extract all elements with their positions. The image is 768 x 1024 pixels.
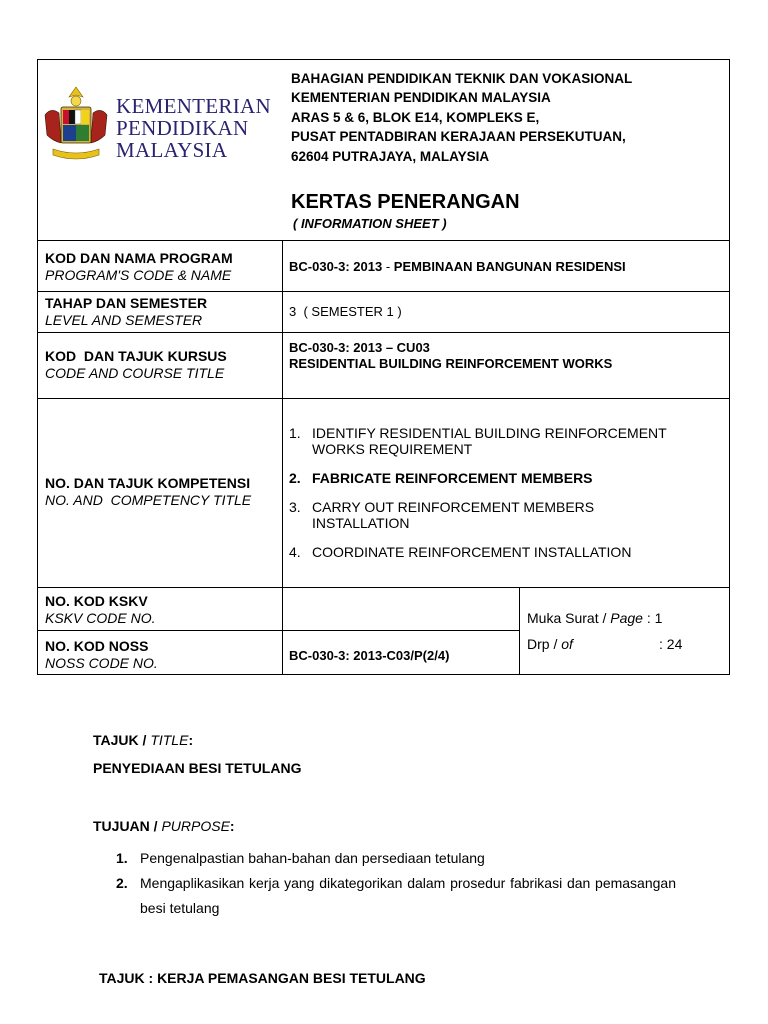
purpose-colon: : <box>229 818 235 834</box>
purpose-text: Pengenalpastian bahan-bahan dan persediaan tetulang <box>140 850 485 866</box>
table-divider <box>37 240 730 241</box>
address-line: 62604 PUTRAJAYA, MALAYSIA <box>291 148 490 164</box>
competency-item-current <box>289 470 719 486</box>
purpose-number: 2. <box>116 875 128 891</box>
purpose-item <box>116 875 676 921</box>
competency-number: 3. <box>289 499 301 515</box>
of-sep: / <box>549 636 562 652</box>
course-code: BC-030-3: 2013 – CU03 <box>289 340 430 355</box>
kskv-label: NO. KOD KSKV <box>45 593 148 609</box>
logo-line-2: PENDIDIKAN <box>116 116 249 140</box>
address-line: KEMENTERIAN PENDIDIKAN MALAYSIA <box>291 90 551 106</box>
noss-label-en: NOSS CODE NO. <box>45 655 158 671</box>
page-value: : 1 <box>642 610 663 626</box>
purpose-label-en: PURPOSE <box>161 818 230 834</box>
purpose-heading <box>93 818 235 835</box>
address-line: ARAS 5 & 6, BLOK E14, KOMPLEKS E, <box>291 109 540 125</box>
title-label: TAJUK / <box>93 732 151 748</box>
kskv-label-cell <box>45 593 155 627</box>
logo-line-3: MALAYSIA <box>116 138 228 162</box>
program-value <box>289 259 626 275</box>
course-label-en: CODE AND COURSE TITLE <box>45 365 225 381</box>
program-code: BC-030-3: 2013 <box>289 259 383 274</box>
title-heading <box>93 732 193 749</box>
total-pages-value: : 24 <box>659 636 683 652</box>
title-label-en: TITLE <box>150 732 189 748</box>
program-label-en: PROGRAM'S CODE & NAME <box>45 267 232 283</box>
page-label-en: Page <box>610 610 643 626</box>
competency-label-en: NO. AND COMPETENCY TITLE <box>45 492 252 508</box>
level-label-cell <box>45 295 207 329</box>
course-title: RESIDENTIAL BUILDING REINFORCEMENT WORKS <box>289 356 613 371</box>
of-label: Drp <box>527 636 550 652</box>
address-line: PUSAT PENTADBIRAN KERAJAAN PERSEKUTUAN, <box>291 129 626 145</box>
noss-value: BC-030-3: 2013-C03/P(2/4) <box>289 648 450 663</box>
logo-line-1: KEMENTERIAN <box>116 94 271 118</box>
table-divider <box>37 630 520 631</box>
total-pages <box>527 636 573 653</box>
noss-label-cell <box>45 638 158 672</box>
table-divider <box>37 398 730 399</box>
kskv-label-en: KSKV CODE NO. <box>45 610 156 626</box>
bottom-title: TAJUK : KERJA PEMASANGAN BESI TETULANG <box>99 970 426 986</box>
of-label-en: of <box>561 636 573 652</box>
level-label-en: LEVEL AND SEMESTER <box>45 312 203 328</box>
competency-number: 1. <box>289 425 301 441</box>
title-value: PENYEDIAAN BESI TETULANG <box>93 760 302 776</box>
table-divider <box>282 240 283 675</box>
program-label: KOD DAN NAMA PROGRAM <box>45 250 233 266</box>
program-label-cell <box>45 250 233 284</box>
coat-of-arms-logo <box>41 83 111 163</box>
competency-text: COORDINATE REINFORCEMENT INSTALLATION <box>312 544 632 560</box>
purpose-label: TUJUAN / <box>93 818 162 834</box>
purpose-item <box>116 850 485 867</box>
program-name: PEMBINAAN BANGUNAN RESIDENSI <box>393 259 626 274</box>
address-block <box>291 69 721 166</box>
title-colon: : <box>188 732 194 748</box>
document-subtitle: ( INFORMATION SHEET ) <box>293 216 447 231</box>
competency-number: 2. <box>289 470 301 486</box>
table-divider <box>37 587 730 588</box>
competency-label-cell <box>45 475 251 509</box>
level-value: 3 ( SEMESTER 1 ) <box>289 304 402 319</box>
ministry-logo-text <box>116 95 271 161</box>
table-divider <box>37 291 730 292</box>
competency-item <box>289 544 719 560</box>
competency-item <box>289 425 719 457</box>
table-divider <box>519 587 520 675</box>
page-label: Muka Surat <box>527 610 599 626</box>
competency-label: NO. DAN TAJUK KOMPETENSI <box>45 475 251 491</box>
purpose-number: 1. <box>116 850 128 866</box>
page-sep: / <box>598 610 611 626</box>
competency-number: 4. <box>289 544 301 560</box>
competency-text: FABRICATE REINFORCEMENT MEMBERS <box>312 470 593 486</box>
program-separator: - <box>382 259 394 274</box>
competency-text: CARRY OUT REINFORCEMENT MEMBERS INSTALLATION <box>312 499 595 531</box>
course-value <box>289 340 612 372</box>
competency-item <box>289 499 669 531</box>
page-number <box>527 610 662 627</box>
level-label: TAHAP DAN SEMESTER <box>45 295 208 311</box>
purpose-text: Mengaplikasikan kerja yang dikategorikan dalam prosedur fabrikasi dan pemasangan besi tetulang <box>140 875 676 916</box>
course-label: KOD DAN TAJUK KURSUS <box>45 348 227 364</box>
document-title: KERTAS PENERANGAN <box>291 191 520 213</box>
table-divider <box>37 332 730 333</box>
course-label-cell <box>45 348 227 382</box>
noss-label: NO. KOD NOSS <box>45 638 149 654</box>
address-line: BAHAGIAN PENDIDIKAN TEKNIK DAN VOKASIONAL <box>291 71 633 86</box>
competency-text: IDENTIFY RESIDENTIAL BUILDING REINFORCEMENT WORKS REQUIREMENT <box>312 425 667 457</box>
